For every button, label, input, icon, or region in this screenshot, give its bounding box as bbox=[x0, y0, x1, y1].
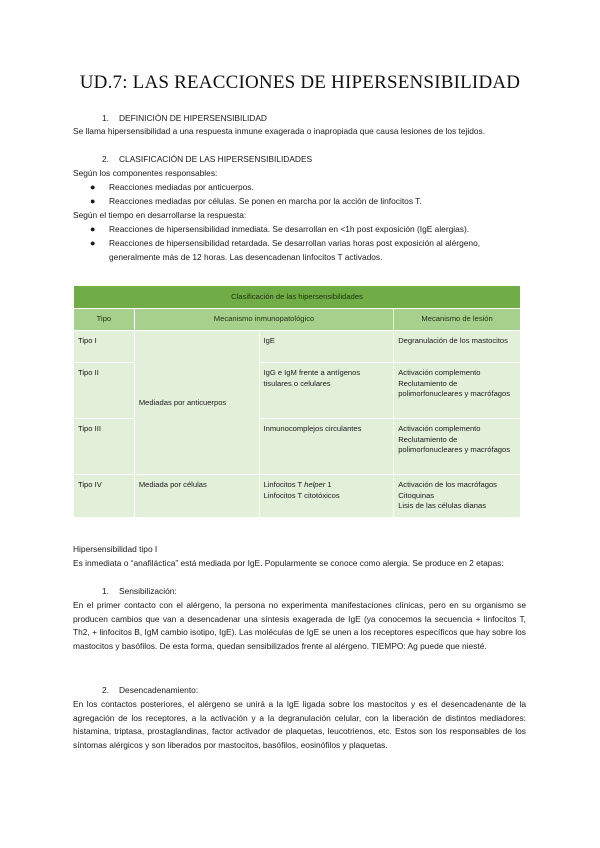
section-title: CLASIFICACIÓN DE LAS HIPERSENSIBILIDADES bbox=[119, 154, 313, 164]
mechanism-cell: Linfocitos T helper 1 Linfocitos T citotóxicos bbox=[260, 475, 394, 517]
stage-title: Sensibilización: bbox=[119, 586, 177, 596]
group-cell: Mediadas por anticuerpos bbox=[135, 331, 259, 474]
table-caption: Clasificación de las hipersensibilidades bbox=[74, 286, 520, 308]
lesion-cell: Activación complemento Reclutamiento de polimorfonucleares y macrófagos bbox=[394, 419, 520, 474]
type-cell: Tipo I bbox=[74, 331, 134, 362]
column-header-lesion: Mecanismo de lesión bbox=[394, 309, 520, 330]
bullet-icon: ● bbox=[90, 238, 96, 248]
lesion-cell: Degranulación de los mastocitos bbox=[394, 331, 520, 362]
stage-title: Desencadenamiento: bbox=[119, 685, 199, 695]
type1-heading: Hipersensibilidad tipo I bbox=[73, 544, 158, 554]
stage-1-text: En el primer contacto con el alérgeno, la persona no experimenta manifestaciones clínicas, pero en su organismo se producen cambios que van a desencadenar una síntesis exagerada de IgE (ya conocemos la secuencia + linfocitos T, Th2, + linfocitos B, IgM cambio isotipo, IgE). Las moléculas de IgE se unen a los receptores específicos que hay sobre los mastocitos y basófilos. De esta forma, quedan sensibilizados frente al alérgeno. TIEMPO: Ag puede que niesté. bbox=[73, 600, 526, 651]
components-label: Según los componentes responsables: bbox=[73, 168, 218, 178]
group-cell: Mediada por células bbox=[135, 475, 259, 517]
bullet-icon: ● bbox=[90, 196, 96, 206]
type1-intro: Es inmediata o “anafiláctica” está mediada por IgE. Popularmente se conoce como alergia. Se produce en 2 etapas: bbox=[73, 558, 504, 568]
stage-1-heading bbox=[73, 585, 523, 599]
section-number: 1. bbox=[102, 113, 109, 123]
stage-2-text: En los contactos posteriores, el alérgeno se unirá a la IgE ligada sobre los mastocitos y es el desencadenante de la agregación de los receptores, a la activación y a la degranulación celular, con la liberación de distintos mediadores: histamina, triptasa, prostaglandinas, factor activador de plaquetas, leucotrienos, etc. Estos son los responsables de los síntomas alérgicos y son liberados por mastocitos, basófilos, eosinófilos y plaquetas. bbox=[73, 699, 526, 750]
column-header-mechanism: Mecanismo inmunopatológico bbox=[135, 309, 393, 330]
list-item: ● Reacciones de hipersensibilidad inmediata. Se desarrollan en <1h post exposición (IgE alergias). bbox=[73, 223, 523, 237]
bullet-icon: ● bbox=[90, 182, 96, 192]
type-cell: Tipo III bbox=[74, 419, 134, 474]
list-item: ● Reacciones mediadas por células. Se ponen en marcha por la acción de linfocitos T. bbox=[73, 195, 523, 209]
page-title: UD.7: LAS REACCIONES DE HIPERSENSIBILIDAD bbox=[79, 72, 521, 93]
lesion-cell: Activación complemento Reclutamiento de polimorfonucleares y macrófagos bbox=[394, 363, 520, 418]
mechanism-cell: Inmunocomplejos circulantes bbox=[260, 419, 394, 474]
stage-2-heading bbox=[73, 684, 523, 698]
time-label: Según el tiempo en desarrollarse la respuesta: bbox=[73, 210, 247, 220]
lesion-cell: Activación de los macrófagos Citoquinas Lisis de las células dianas bbox=[394, 475, 520, 517]
section-title: DEFINICIÓN DE HIPERSENSIBILIDAD bbox=[119, 113, 267, 123]
definition-text: Se llama hipersensibilidad a una respuesta inmune exagerada o inapropiada que causa lesiones de los tejidos. bbox=[73, 126, 486, 136]
type-cell: Tipo II bbox=[74, 363, 134, 418]
table-row bbox=[74, 475, 520, 517]
list-item: ● Reacciones mediadas por anticuerpos. bbox=[73, 181, 523, 195]
stage-number: 1. bbox=[102, 586, 109, 596]
mechanism-cell: IgG e IgM frente a antígenos tisulares o celulares bbox=[260, 363, 394, 418]
classification-table bbox=[73, 285, 521, 518]
mechanism-cell: IgE bbox=[260, 331, 394, 362]
type-cell: Tipo IV bbox=[74, 475, 134, 517]
column-header-type: Tipo bbox=[74, 309, 134, 330]
section-number: 2. bbox=[102, 154, 109, 164]
table-row bbox=[74, 331, 520, 362]
bullet-icon: ● bbox=[90, 224, 96, 234]
stage-number: 2. bbox=[102, 685, 109, 695]
list-item: ● Reacciones de hipersensibilidad retardada. Se desarrollan varias horas post exposición al alérgeno, generalmente más de 12 horas. Las desencadenan linfocitos T activados. bbox=[90, 238, 481, 262]
